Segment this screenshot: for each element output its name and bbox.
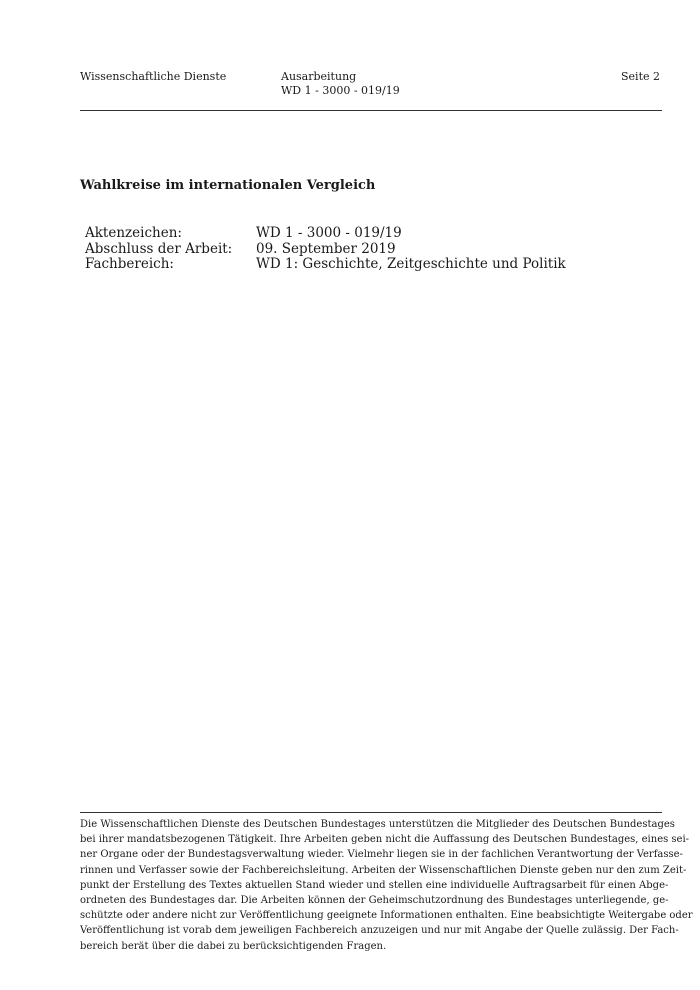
disclaimer-line: Veröffentlichung ist vorab dem jeweiligen Fachbereich anzuzeigen und nur mit Angabe der Quelle zulässig. Der Fach- — [80, 925, 679, 937]
disclaimer-line: ordneten des Bundestages dar. Die Arbeiten können der Geheimschutzordnung des Bundestages unterliegende, ge- — [80, 895, 669, 907]
header-organization: Wissenschaftliche Dienste — [80, 70, 227, 83]
header-doc-number: WD 1 - 3000 - 019/19 — [281, 84, 400, 97]
document-title: Wahlkreise im internationalen Vergleich — [80, 178, 376, 193]
metadata-value: WD 1: Geschichte, Zeitgeschichte und Politik — [256, 256, 566, 272]
metadata-table — [85, 226, 566, 273]
disclaimer-line: bereich berät über die dabei zu berücksichtigenden Fragen. — [80, 940, 387, 952]
page-number: Seite 2 — [621, 70, 660, 83]
header-doc-type: Ausarbeitung — [281, 70, 357, 83]
metadata-value: WD 1 - 3000 - 019/19 — [256, 225, 402, 241]
disclaimer-line: rinnen und Verfasser sowie der Fachbereichsleitung. Arbeiten der Wissenschaftlichen Dienste geben nur den zum Zeit- — [80, 864, 687, 876]
disclaimer — [80, 817, 693, 954]
disclaimer-line: punkt der Erstellung des Textes aktuellen Stand wieder und stellen eine individuelle Auftragsarbeit für einen Abge- — [80, 879, 669, 891]
disclaimer-line: Die Wissenschaftlichen Dienste des Deutschen Bundestages unterstützen die Mitglieder des Deutschen Bundestages — [80, 819, 675, 830]
footer-divider — [80, 812, 662, 813]
metadata-row-aktenzeichen — [85, 226, 566, 242]
metadata-label: Aktenzeichen: — [85, 225, 182, 241]
metadata-label: Abschluss der Arbeit: — [85, 240, 233, 257]
metadata-row-fachbereich — [85, 257, 566, 273]
disclaimer-line: ner Organe oder der Bundestagsverwaltung wieder. Vielmehr liegen sie in der fachlichen Verantwortung der Verfasse- — [80, 849, 683, 861]
metadata-label: Fachbereich: — [85, 256, 174, 272]
header-divider — [80, 110, 662, 111]
disclaimer-line: schützte oder andere nicht zur Veröffentlichung geeignete Informationen enthalten. Eine beabsichtigte Weitergabe oder — [80, 910, 693, 922]
header-doc-info — [281, 70, 400, 98]
metadata-value: 09. September 2019 — [256, 240, 396, 257]
metadata-row-abschluss — [85, 242, 566, 258]
disclaimer-line: bei ihrer mandatsbezogenen Tätigkeit. Ihre Arbeiten geben nicht die Auffassung des Deutschen Bundestages, eines sei- — [80, 834, 690, 846]
